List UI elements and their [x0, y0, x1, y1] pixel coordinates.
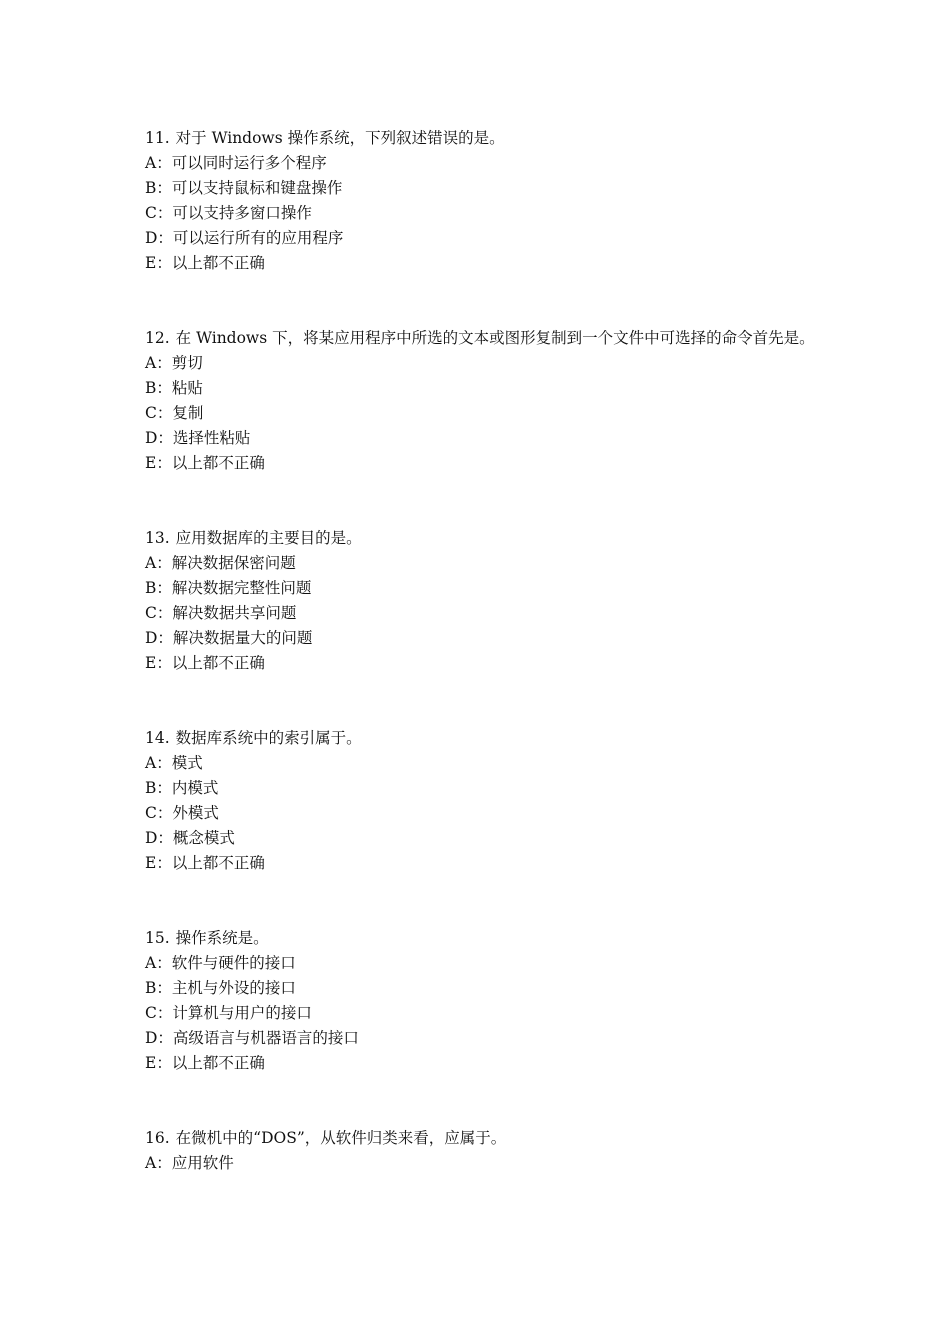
option-d: D：可以运行所有的应用程序	[145, 229, 344, 247]
question-16	[145, 1126, 825, 1176]
option-c: C：计算机与用户的接口	[145, 1004, 312, 1022]
question-text: 在 Windows 下，将某应用程序中所选的文本或图形复制到一个文件中可选择的命令首先是。	[175, 329, 815, 347]
option-a: A：应用软件	[145, 1154, 234, 1172]
option-c: C：复制	[145, 404, 204, 422]
option-d: D：选择性粘贴	[145, 429, 251, 447]
question-13	[145, 526, 825, 676]
option-a: A：剪切	[145, 354, 203, 372]
question-stem	[145, 926, 825, 951]
option-e: E：以上都不正确	[145, 254, 265, 272]
option-d: D：解决数据量大的问题	[145, 629, 313, 647]
option-b: B：粘贴	[145, 379, 203, 397]
question-number: 15.	[145, 929, 170, 947]
option-a: A：解决数据保密问题	[145, 554, 296, 572]
question-number: 13.	[145, 529, 170, 547]
option-c: C：外模式	[145, 804, 219, 822]
question-number: 14.	[145, 729, 170, 747]
option-d: D：概念模式	[145, 829, 235, 847]
option-a: A：模式	[145, 754, 203, 772]
question-11	[145, 126, 825, 276]
option-a: A：软件与硬件的接口	[145, 954, 296, 972]
option-a: A：可以同时运行多个程序	[145, 154, 327, 172]
option-c: C：可以支持多窗口操作	[145, 204, 312, 222]
question-stem	[145, 726, 825, 751]
question-text: 在微机中的“DOS”，从软件归类来看，应属于。	[175, 1129, 507, 1147]
option-e: E：以上都不正确	[145, 1054, 265, 1072]
question-stem	[145, 1126, 825, 1151]
option-e: E：以上都不正确	[145, 454, 265, 472]
question-text: 应用数据库的主要目的是。	[175, 529, 362, 547]
option-b: B：解决数据完整性问题	[145, 579, 312, 597]
question-stem	[145, 526, 825, 551]
question-text: 数据库系统中的索引属于。	[175, 729, 362, 747]
option-b: B：内模式	[145, 779, 219, 797]
question-number: 11.	[145, 129, 170, 147]
question-15	[145, 926, 825, 1076]
question-12	[145, 326, 825, 476]
question-text: 对于 Windows 操作系统，下列叙述错误的是。	[175, 129, 505, 147]
question-14	[145, 726, 825, 876]
option-e: E：以上都不正确	[145, 854, 265, 872]
question-stem	[145, 326, 825, 351]
question-list	[145, 126, 825, 1226]
question-number: 12.	[145, 329, 170, 347]
question-text: 操作系统是。	[175, 929, 269, 947]
question-number: 16.	[145, 1129, 170, 1147]
option-c: C：解决数据共享问题	[145, 604, 297, 622]
option-e: E：以上都不正确	[145, 654, 265, 672]
option-b: B：主机与外设的接口	[145, 979, 296, 997]
option-b: B：可以支持鼠标和键盘操作	[145, 179, 343, 197]
option-d: D：高级语言与机器语言的接口	[145, 1029, 359, 1047]
question-stem	[145, 126, 825, 151]
